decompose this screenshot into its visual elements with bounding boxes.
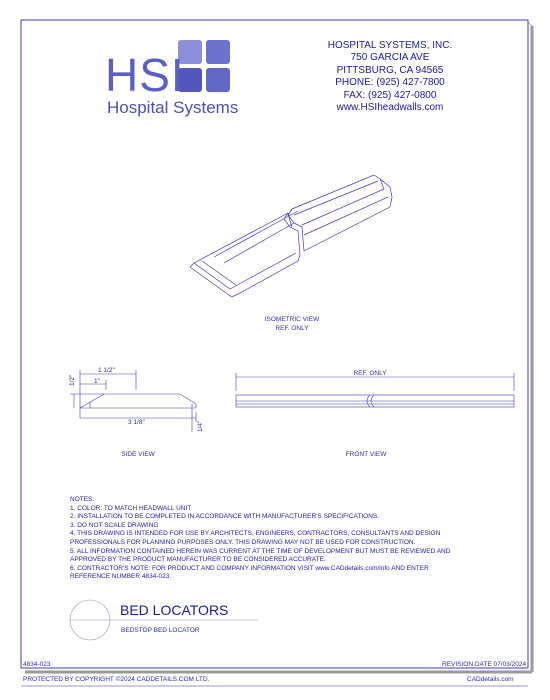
note-line: 5. ALL INFORMATION CONTAINED HEREIN WAS CURRENT AT THE TIME OF DEVELOPMENT BUT MUST BE REVIEWED AND [70, 547, 451, 555]
company-fax: FAX: (925) 427-0800 [343, 89, 437, 101]
dim-length: 3 1/8" [128, 419, 145, 426]
dim-thickness: 1/4" [197, 420, 204, 432]
reference-number: 4834-023 [23, 661, 51, 668]
dim-height: 1/2" [69, 374, 76, 386]
company-name: HOSPITAL SYSTEMS, INC. [327, 40, 453, 51]
isometric-caption: ISOMETRIC VIEW [264, 316, 320, 323]
note-line: 3. DO NOT SCALE DRAWING [70, 521, 159, 529]
company-phone: PHONE: (925) 427-7800 [335, 77, 445, 89]
logo-square-4 [206, 68, 230, 92]
drawing-title: BED LOCATORS [120, 602, 229, 618]
company-address-1: 750 GARCIA AVE [350, 52, 430, 64]
note-line: 1. COLOR: TO MATCH HEADWALL UNIT [70, 504, 192, 512]
note-line: 2. INSTALLATION TO BE COMPLETED IN ACCORDANCE WITH MANUFACTURER'S SPECIFICATIONS. [70, 513, 380, 521]
isometric-view-drawing [180, 175, 410, 305]
company-address-2: PITTSBURG, CA 94565 [336, 64, 444, 76]
side-view-caption: SIDE VIEW [121, 451, 155, 458]
company-info [300, 40, 480, 114]
logo-text: HSI [105, 49, 185, 101]
note-line: APPROVED BY THE PRODUCT MANUFACTURER TO BE CONSIDERED ACCURATE. [70, 556, 326, 564]
note-line: 4. THIS DRAWING IS INTENDED FOR USE BY ARCHITECTS, ENGINEERS, CONTRACTORS, CONSULTANTS AND DESIGN [70, 530, 441, 538]
dim-width-top: 1 1/2" [98, 367, 115, 374]
front-ref: REF. ONLY [353, 370, 387, 377]
notes-block [70, 496, 450, 582]
note-line: REFERENCE NUMBER 4834-023. [70, 573, 172, 581]
front-view-caption: FRONT VIEW [345, 451, 387, 458]
drawing-subtitle: BEDSTOP BED LOCATOR [121, 627, 200, 634]
logo-square-2 [206, 40, 230, 64]
revision-date: REVISION DATE 07/03/2024 [442, 661, 527, 668]
copyright-notice: PROTECTED BY COPYRIGHT ©2024 CADDETAILS.COM LTD. [23, 676, 210, 683]
isometric-ref: REF. ONLY [275, 325, 309, 332]
dim-width-mid: 1" [94, 378, 100, 385]
note-line: 6. CONTRACTOR'S NOTE: FOR PRODUCT AND COMPANY INFORMATION VISIT www.CADdetails.com/info AND ENTER [70, 564, 429, 572]
company-website[interactable]: www.HSIheadwalls.com [336, 102, 444, 114]
note-line: PROFESSIONALS FOR PLANNING PURPOSES ONLY. THIS DRAWING MAY NOT BE USED FOR CONSTRUCTION. [70, 538, 416, 546]
notes-heading: NOTES: [70, 496, 95, 503]
logo-subtitle: Hospital Systems [107, 98, 239, 117]
caddetails-brand[interactable]: CADdetails.com [467, 676, 514, 683]
